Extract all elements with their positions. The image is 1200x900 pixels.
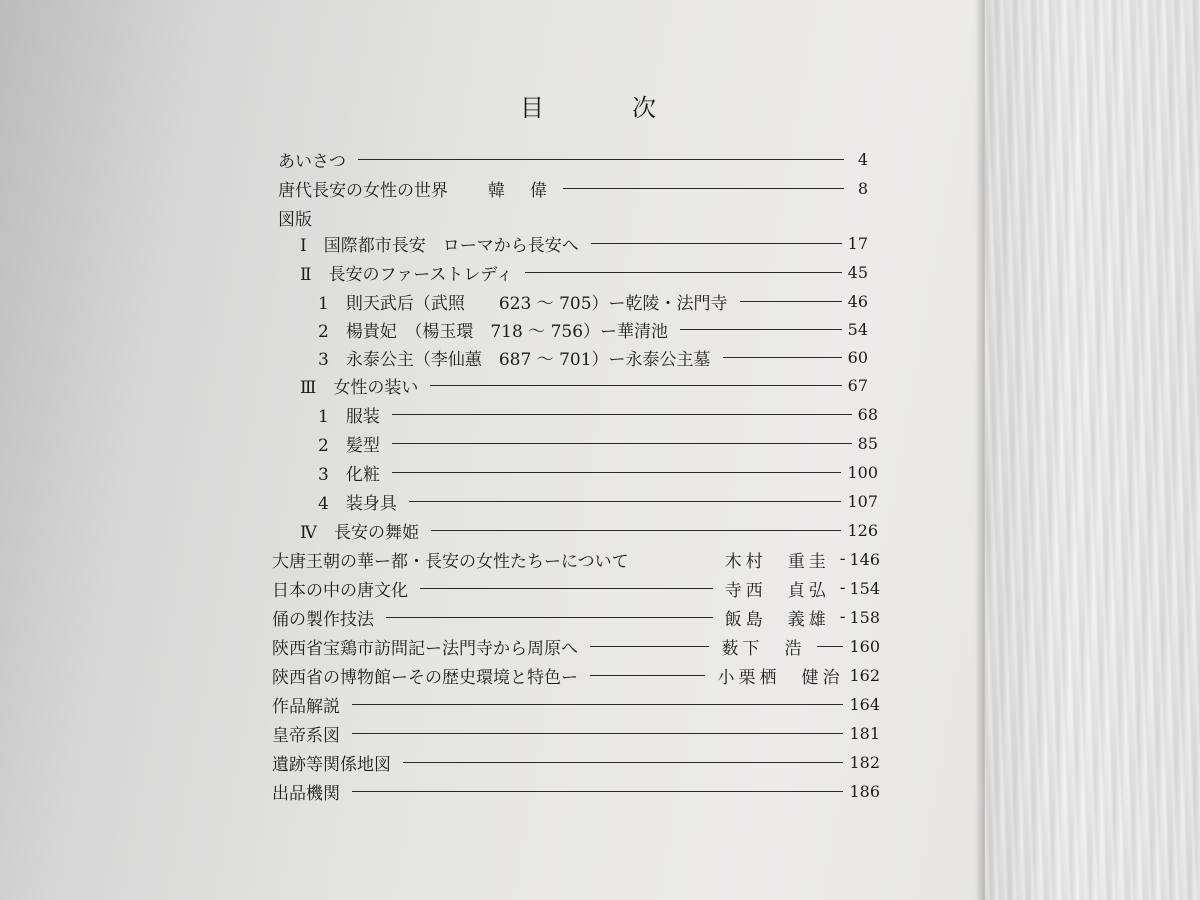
toc-leader-line (358, 159, 844, 160)
toc-page-number: 8 (857, 178, 868, 198)
toc-leader-line (723, 357, 842, 358)
toc-label: 出品機関 (272, 783, 340, 804)
toc-row-empress-wu (318, 286, 868, 316)
toc-page-number: 100 (847, 462, 878, 482)
toc-row-accessories (318, 486, 878, 516)
toc-row-baoji-visit (272, 631, 880, 661)
toc-label: Ⅱ 長安のファーストレディ (300, 264, 514, 285)
toc-label: 4 装身具 (318, 493, 397, 514)
toc-row-section-1 (300, 228, 868, 258)
toc-leader-line (409, 501, 842, 502)
toc-leader-line (352, 733, 843, 734)
toc-leader-line (420, 588, 713, 589)
toc-row-section-3 (300, 370, 868, 400)
toc-page-number: 146 (849, 549, 880, 569)
toc-label: Ⅲ 女性の装い (300, 377, 419, 398)
toc-row-shaanxi-museums (272, 660, 880, 690)
toc-page-number: 126 (847, 520, 878, 540)
toc-label: Ⅰ 国際都市長安 ローマから長安へ (300, 235, 579, 256)
toc-page-number: 164 (849, 694, 880, 714)
toc-author: 寺西 貞弘 (724, 580, 830, 601)
toc-row-lending-institutions (272, 776, 880, 806)
toc-row-clothing (318, 399, 878, 429)
toc-label: あいさつ (278, 151, 346, 172)
toc-label: 2 楊貴妃 （楊玉環 718 ～ 756）ー華清池 (318, 321, 669, 342)
toc-label: 皇帝系図 (272, 725, 340, 746)
toc-page-number: 154 (849, 578, 880, 598)
toc-page-number: 182 (849, 752, 880, 772)
toc-label: 大唐王朝の華ー都・長安の女性たちーについて (272, 551, 629, 572)
toc-leader-line (590, 675, 705, 676)
toc-page-number: 107 (847, 491, 878, 511)
toc-page-number: 17 (847, 233, 868, 253)
toc-label: 図版 (278, 209, 312, 230)
toc-page-number: 68 (857, 404, 878, 424)
toc-leader-line (817, 646, 843, 647)
toc-author: 飯島 義雄 (724, 609, 830, 630)
toc-row-greeting (278, 144, 868, 174)
toc-leader-line (392, 472, 842, 473)
toc-label: 遺跡等関係地図 (272, 754, 391, 775)
toc-dash: - (839, 607, 846, 627)
toc-page-number: 45 (847, 262, 868, 282)
toc-leader-line (525, 272, 842, 273)
toc-label: 3 永泰公主（李仙蕙 687 ～ 701）ー永泰公主墓 (318, 349, 711, 370)
toc-label: 俑の製作技法 (272, 609, 374, 630)
toc-label: 2 髪型 (318, 435, 380, 456)
toc-row-tang-culture-japan (272, 573, 880, 603)
toc-row-section-4 (300, 515, 878, 545)
toc-row-catalog-notes (272, 689, 880, 719)
toc-page-number: 162 (849, 665, 880, 685)
toc-page-number: 160 (849, 636, 880, 656)
fabric-backdrop (985, 0, 1200, 900)
toc-author: 木村 重圭 (724, 551, 830, 572)
toc-label: 1 則天武后（武照 623 ～ 705）ー乾陵・法門寺 (318, 293, 728, 314)
toc-row-hairstyle (318, 428, 878, 458)
toc-author: 韓 偉 (488, 180, 551, 201)
toc-leader-line (352, 791, 843, 792)
toc-page-number: 181 (849, 723, 880, 743)
toc-page-number: 158 (849, 607, 880, 627)
toc-row-makeup (318, 457, 878, 487)
toc-leader-line (740, 301, 842, 302)
toc-label: 唐代長安の女性の世界 (278, 180, 448, 201)
toc-page-number: 67 (847, 375, 868, 395)
toc-leader-line (386, 617, 713, 618)
toc-dash: - (839, 578, 846, 598)
toc-leader-line (680, 329, 842, 330)
toc-page-number: 85 (857, 433, 878, 453)
toc-label: 1 服装 (318, 406, 380, 427)
toc-label: 日本の中の唐文化 (272, 580, 408, 601)
toc-row-womens-world (278, 173, 868, 203)
toc-page-number: 46 (847, 291, 868, 311)
toc-author: 小栗栖 健治 (717, 667, 844, 688)
toc-leader-line (563, 188, 844, 189)
toc-label: 作品解説 (272, 696, 340, 717)
toc-row-site-map (272, 747, 880, 777)
toc-leader-line (392, 414, 852, 415)
toc-page-number: 186 (849, 781, 880, 801)
page-title: 目 次 (520, 94, 688, 122)
toc-label: 陝西省の博物館ーその歴史環境と特色ー (272, 667, 578, 688)
toc-leader-line (392, 443, 852, 444)
toc-dash: - (839, 549, 846, 569)
toc-row-tang-dynasty-essay (272, 544, 880, 574)
toc-leader-line (430, 385, 841, 386)
toc-row-yang-guifei (318, 314, 868, 344)
toc-leader-line (352, 704, 843, 705)
toc-row-section-2 (300, 257, 868, 287)
toc-row-emperor-genealogy (272, 718, 880, 748)
toc-page-number: 54 (847, 319, 868, 339)
toc-label: 3 化粧 (318, 464, 380, 485)
toc-row-figurine-technique (272, 602, 880, 632)
toc-leader-line (590, 646, 709, 647)
toc-leader-line (431, 530, 841, 531)
toc-leader-line (403, 762, 843, 763)
toc-author: 薮下 浩 (721, 638, 806, 659)
toc-label: 陝西省宝鶏市訪問記ー法門寺から周原へ (272, 638, 578, 659)
toc-row-princess-yongtai (318, 342, 868, 372)
toc-page-number: 4 (857, 149, 868, 169)
toc-leader-line (591, 243, 842, 244)
toc-page-number: 60 (847, 347, 868, 367)
toc-label: Ⅳ 長安の舞姫 (300, 522, 419, 543)
